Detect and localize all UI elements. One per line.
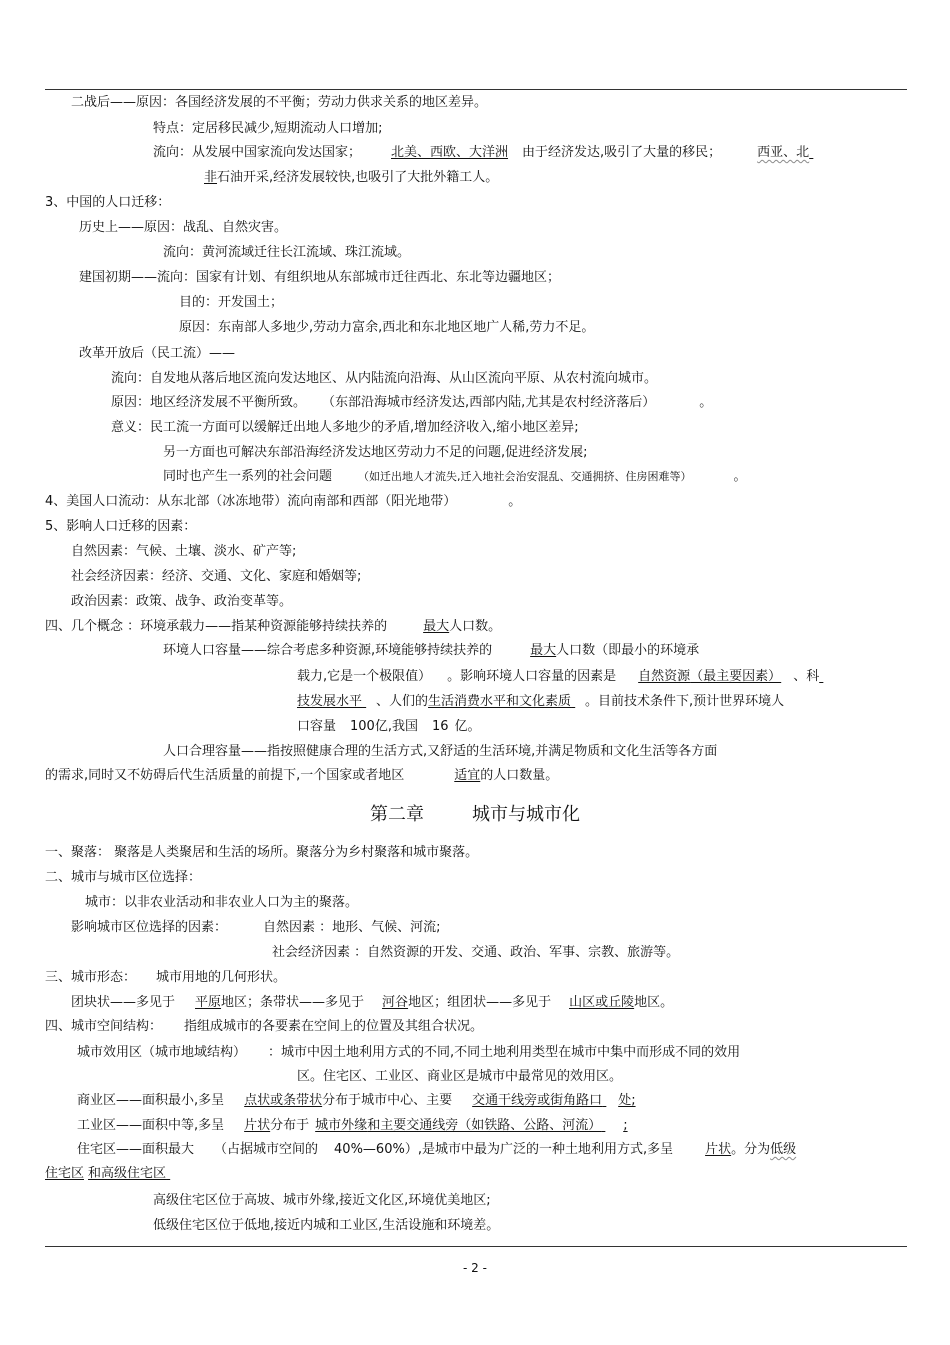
header-rule: [45, 89, 907, 90]
heading-city-location: 二、城市与城市区位选择：: [45, 870, 202, 885]
heading-migration-factors: 5、影响人口迁移的因素：: [45, 519, 197, 534]
text: 。: [699, 395, 713, 410]
line-location-factors-2: 社会经济因素 ：自然资源的开发、交通、政治、军事、宗教、旅游等。: [272, 945, 680, 960]
text: 。分为: [731, 1142, 771, 1157]
text: 流向：从发展中国家流向发达国家；: [153, 145, 362, 160]
blank-suitable: 适宜: [454, 768, 481, 783]
blank-traffic-corner: 交通干线旁或街角路口: [472, 1093, 603, 1108]
blank-outer-city: 城市外缘: [315, 1118, 368, 1133]
text: 分布于城市中心、主要: [322, 1093, 453, 1108]
text: 。: [508, 494, 522, 509]
text: 分布于: [270, 1118, 310, 1133]
text: 工业区——面积中等,多呈: [77, 1118, 225, 1133]
line-city-definition: 城市：以非农业活动和非农业人口为主的聚落。: [85, 895, 359, 910]
text: 环境人口容量——综合考虑多种资源,环境能够持续扶养的: [163, 643, 493, 658]
blank-tail: [819, 669, 841, 685]
text: 口容量: [297, 719, 337, 734]
blank-na-we-oceania: 北美、西欧、大洋洲: [391, 145, 509, 160]
blank-tail: [571, 694, 585, 710]
line-early-purpose: 目的：开发国土；: [179, 295, 284, 310]
chapter-title: 城市与城市化: [472, 804, 580, 825]
text: 4、美国人口流动：从东北部（冰冻地带）流向南部和西部（阳光地带）: [45, 494, 457, 509]
line-env-capacity-2: [297, 669, 841, 685]
text: 住宅区——面积最大: [77, 1142, 195, 1157]
line-env-capacity: [163, 643, 699, 659]
heading-usa-migration: [45, 494, 521, 510]
line-env-capacity-3: [297, 694, 784, 710]
line-early-direction: 建国初期——流向：国家有计划、有组织地从东部城市迁往西北、东北等边疆地区；: [79, 270, 561, 285]
text: 40%—60%）: [334, 1142, 418, 1157]
text: 影响城市区位选择的因素：: [71, 920, 228, 935]
text: 城市效用区（城市地域结构）: [77, 1045, 247, 1060]
heading-china-migration: 3、中国的人口迁移：: [45, 195, 171, 210]
blank-transport-line: 和主要交通线旁（如铁路、公路、河流）: [367, 1118, 602, 1133]
text: 、人们的: [376, 694, 429, 709]
blank-living-standard: 生活消费水平和文化素质: [428, 694, 572, 709]
text: 同时也产生一系列的社会问题: [163, 469, 333, 484]
text: （东部沿海城市经济发达,西部内陆,尤其是农村经济落后）: [322, 395, 656, 410]
line-reform-direction: 流向：自发地从落后地区流向发达地区、从内陆流向沿海、从山区流向平原、从农村流向城市。: [111, 371, 658, 386]
blank-semicolon: ;: [623, 1118, 628, 1133]
blank-maximum: 最大: [423, 619, 450, 634]
text: ,是城市中最为广泛的一种土地利用方式,多呈: [417, 1142, 674, 1157]
text: 地区；条带状——多见于: [221, 995, 365, 1010]
text: 城市用地的几何形状。: [156, 970, 287, 985]
line-socioeconomic-factors: 社会经济因素：经济、交通、文化、家庭和婚姻等;: [71, 569, 362, 584]
line-history-reason: 历史上——原因：战乱、自然灾害。: [79, 220, 288, 235]
line-reasonable-capacity-2: [45, 768, 558, 784]
line-early-reason: 原因：东南部人多地少,劳动力富余,西北和东北地区地广人稀,劳力不足。: [179, 320, 595, 335]
text: （占据城市空间的: [214, 1142, 319, 1157]
blank-north-africa: 非: [204, 170, 218, 185]
line-residential-zone-2: [45, 1166, 180, 1182]
line-commercial-zone: [77, 1093, 636, 1109]
text: 团块状——多见于: [71, 995, 176, 1010]
blank-low-residential: 住宅区: [45, 1166, 85, 1181]
text: 四、几个概念 ：环境承载力——指某种资源能够持续扶养的: [45, 619, 388, 634]
line-postwar-direction-cont: [204, 170, 498, 186]
blank-tail: [362, 694, 376, 710]
text: 。目前技术条件下,预计世界环境人: [585, 694, 785, 709]
blank-tail: [602, 1093, 618, 1109]
line-high-residential: 高级住宅区位于高坡、城市外缘,接近文化区,环境优美地区;: [153, 1193, 491, 1208]
text: 的人口数量。: [480, 768, 559, 783]
line-political-factors: 政治因素：政策、战争、政治变革等。: [71, 594, 293, 609]
text: 商业区——面积最小,多呈: [77, 1093, 225, 1108]
text: 自然因素 ：地形、气候、河流;: [263, 920, 441, 935]
blank-natural-resources: [638, 669, 781, 684]
line-carrying-capacity: [45, 619, 501, 635]
text: 四、城市空间结构：: [45, 1019, 163, 1034]
text: 人口数。: [449, 619, 502, 634]
line-functional-zone: [77, 1045, 740, 1061]
blank-sheet: 片状: [244, 1118, 271, 1133]
blank-place: 处;: [618, 1093, 636, 1108]
line-reasonable-capacity: 人口合理容量——指按照健康合理的生活方式,又舒适的生活环境,并满足物质和文化生活等各方面: [163, 744, 718, 759]
blank-maximum: 最大: [530, 643, 557, 658]
blank-sheet: 片状: [705, 1142, 732, 1157]
text: 地区。: [634, 995, 674, 1010]
line-reform-reason: [111, 395, 712, 411]
line-settlement: 一、聚落： 聚落是人类聚居和生活的场所。聚落分为乡村聚落和城市聚落。: [45, 845, 479, 860]
text: 石油开采,经济发展较快,也吸引了大批外籍工人。: [217, 170, 499, 185]
text: 亿,我国: [374, 719, 418, 734]
blank-tail: [809, 145, 835, 161]
chapter-number: 第二章: [370, 804, 424, 825]
blank-point-strip: 点状或条带状: [244, 1093, 323, 1108]
blank-plain: 平原: [195, 995, 222, 1010]
text: 100: [350, 719, 375, 734]
text: 自然资源: [638, 669, 691, 684]
text: 人口数（即最小的环境承: [556, 643, 700, 658]
line-history-direction: 流向：黄河流域迁往长江流域、珠江流域。: [163, 245, 411, 260]
blank-valley: 河谷: [382, 995, 409, 1010]
line-reform-meaning-2: 另一方面也可解决东部沿海经济发达地区劳动力不足的问题,促进经济发展;: [163, 445, 588, 460]
line-reform-meaning-3: [163, 469, 747, 485]
blank-tail: [601, 1118, 623, 1134]
blank-west-asia: 西亚、北: [757, 145, 810, 160]
blank-mountain-hill: 山区或丘陵: [569, 995, 635, 1010]
footer-rule: [45, 1246, 907, 1247]
line-env-capacity-4: [297, 719, 481, 735]
line-postwar-reason: 二战后——原因：各国经济发展的不平衡；劳动力供求关系的地区差异。: [71, 95, 488, 110]
text: 。: [733, 469, 747, 484]
line-postwar-feature: 特点：定居移民减少,短期流动人口增加;: [153, 121, 383, 136]
line-location-factors: [71, 920, 441, 936]
line-functional-zone-2: 区。住宅区、工业区、商业区是城市中最常见的效用区。: [297, 1069, 623, 1084]
line-natural-factors: 自然因素：气候、土壤、淡水、矿产等;: [71, 544, 297, 559]
line-residential-zone: [77, 1142, 796, 1158]
text: （最主要因素）: [690, 669, 782, 684]
text: 亿。: [454, 719, 481, 734]
page-number: - 2 -: [463, 1261, 487, 1275]
blank-low-grade: 低级: [770, 1142, 797, 1157]
text: 地区；组团状——多见于: [408, 995, 552, 1010]
text: 载力,它是一个极限值）: [297, 669, 432, 684]
text: 由于经济发达,吸引了大量的移民；: [522, 145, 722, 160]
text: 、科: [793, 669, 820, 684]
line-reform-heading: 改革开放后（民工流）——: [79, 346, 236, 361]
line-reform-meaning: 意义：民工流一方面可以缓解迁出地人多地少的矛盾,增加经济收入,缩小地区差异;: [111, 420, 579, 435]
line-postwar-direction: [153, 145, 835, 161]
blank-tail: [166, 1166, 180, 1182]
blank-tech-level: 技发展水平: [297, 694, 363, 709]
line-industrial-zone: [77, 1118, 628, 1134]
text: （如迁出地人才流失,迁入地社会治安混乱、交通拥挤、住房困难等）: [358, 470, 692, 483]
heading-city-structure: [45, 1019, 483, 1035]
line-city-form-types: [71, 995, 673, 1011]
text: 16: [431, 719, 449, 734]
text: 的需求,同时又不妨碍后代生活质量的前提下,一个国家或者地区: [45, 768, 405, 783]
heading-city-form: [45, 970, 286, 986]
text: 三、城市形态：: [45, 970, 137, 985]
line-low-residential: 低级住宅区位于低地,接近内城和工业区,生活设施和环境差。: [153, 1218, 500, 1233]
blank-high-residential: 和高级住宅区: [88, 1166, 167, 1181]
chapter-heading: [0, 804, 950, 826]
text: 。影响环境人口容量的因素是: [447, 669, 617, 684]
text: 指组成城市的各要素在空间上的位置及其组合状况。: [184, 1019, 484, 1034]
text: 原因：地区经济发展不平衡所致。: [111, 395, 307, 410]
text: ：城市中因土地利用方式的不同,不同土地利用类型在城市中集中而形成不同的效用: [268, 1045, 741, 1060]
